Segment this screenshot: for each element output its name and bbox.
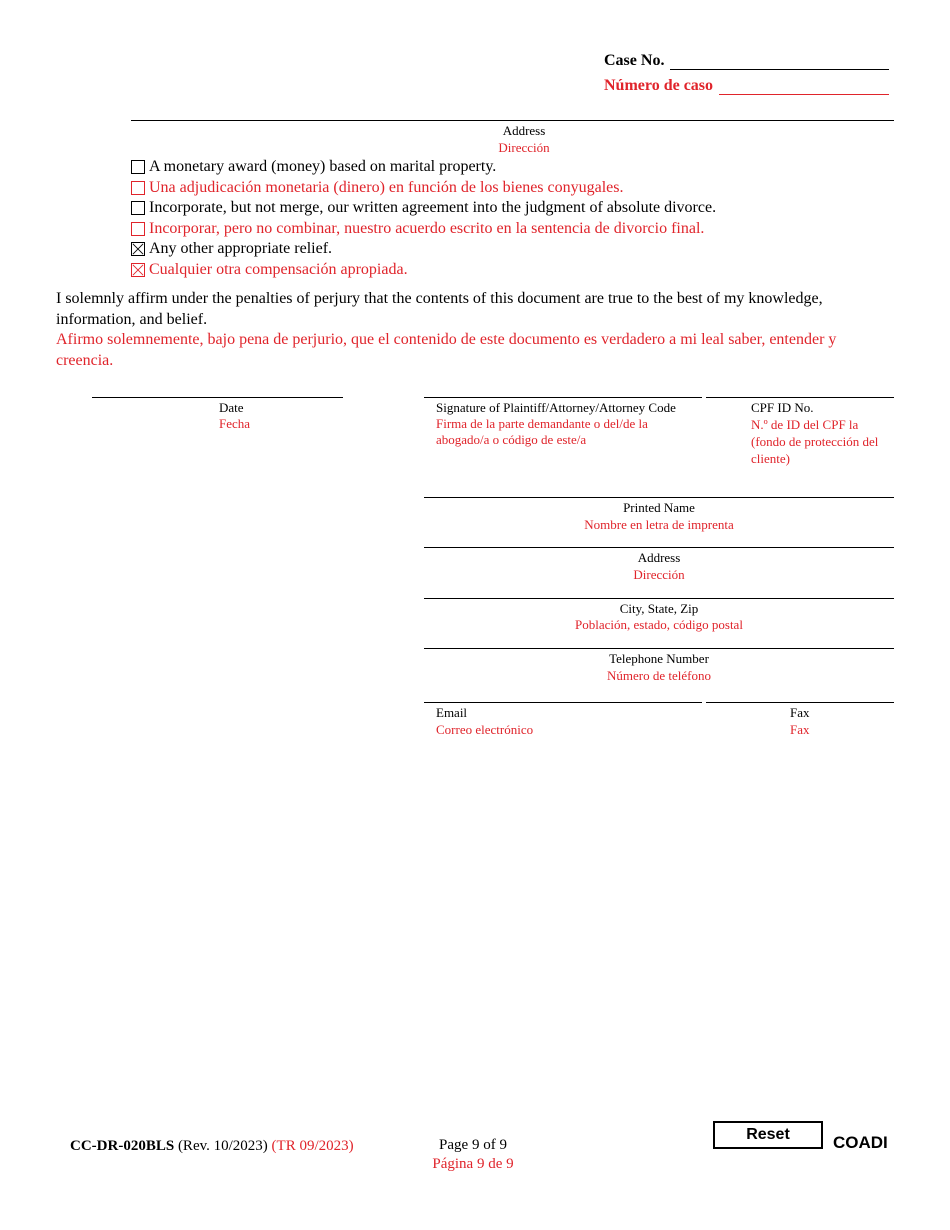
city-line[interactable] xyxy=(424,598,894,599)
fax-label: Fax xyxy=(790,705,810,720)
address-label: Address xyxy=(502,123,546,138)
page-number: Page 9 of 9 xyxy=(439,1137,507,1153)
check-x-icon xyxy=(132,264,144,276)
case-number-field-es[interactable] xyxy=(719,78,889,95)
option-monetary-award[interactable] xyxy=(131,157,496,177)
address-line[interactable] xyxy=(131,120,894,121)
option-text: Cualquier otra compensación apropiada. xyxy=(149,261,408,278)
case-number-field[interactable] xyxy=(670,53,889,70)
printed-name-label-es: Nombre en letra de imprenta xyxy=(584,517,734,532)
option-other-relief[interactable] xyxy=(131,239,332,259)
email-line[interactable] xyxy=(424,702,702,703)
telephone-label: Telephone Number xyxy=(609,651,709,666)
date-label: Date xyxy=(219,400,244,415)
email-label: Email xyxy=(436,705,468,720)
option-other-relief-es[interactable] xyxy=(131,260,408,280)
checkbox[interactable] xyxy=(131,201,145,215)
option-incorporate-agreement-es[interactable] xyxy=(131,219,704,239)
form-revision: (Rev. 10/2023) xyxy=(177,1138,268,1154)
telephone-line[interactable] xyxy=(424,648,894,649)
option-text: Incorporar, pero no combinar, nuestro acuerdo escrito en la sentencia de divorcio final. xyxy=(149,220,705,237)
option-text: Incorporate, but not merge, our written agreement into the judgment of absolute divorce. xyxy=(149,199,717,216)
case-number-label-es: Número de caso xyxy=(604,77,714,94)
option-text: A monetary award (money) based on marital property. xyxy=(149,158,497,175)
city-label-es: Población, estado, código postal xyxy=(575,617,743,632)
signature-label-es: Firma de la parte demandante o del/de la abogado/a o código de este/a xyxy=(436,416,648,447)
telephone-label-es: Número de teléfono xyxy=(607,668,711,683)
printed-name-label: Printed Name xyxy=(623,500,695,515)
city-label: City, State, Zip xyxy=(619,601,699,616)
signer-address-label-es: Dirección xyxy=(633,567,685,582)
address-label-es: Dirección xyxy=(498,140,550,155)
case-number-row xyxy=(604,52,889,70)
checkbox[interactable] xyxy=(131,181,145,195)
check-x-icon xyxy=(132,243,144,255)
date-label-es: Fecha xyxy=(219,416,251,431)
case-number-label: Case No. xyxy=(604,52,665,69)
signer-address-label: Address xyxy=(637,550,681,565)
date-line[interactable] xyxy=(92,397,343,398)
form-translation: (TR 09/2023) xyxy=(271,1138,354,1154)
cpf-label: CPF ID No. xyxy=(751,400,814,415)
fax-label-es: Fax xyxy=(790,722,810,737)
affirmation-text-es: Afirmo solemnemente, bajo pena de perjurio, que el contenido de este documento es verdadero a mi leal saber, entender y creencia. xyxy=(56,331,837,369)
option-incorporate-agreement[interactable] xyxy=(131,198,716,218)
page-number-es: Página 9 de 9 xyxy=(432,1156,514,1172)
reset-button[interactable]: Reset xyxy=(713,1121,823,1149)
signature-line[interactable] xyxy=(424,397,702,398)
brand-label: COADI xyxy=(833,1133,888,1152)
cpf-line[interactable] xyxy=(706,397,894,398)
signature-label: Signature of Plaintiff/Attorney/Attorney Code xyxy=(436,400,676,415)
checkbox-checked[interactable] xyxy=(131,242,145,256)
checkbox[interactable] xyxy=(131,160,145,174)
option-text: Any other appropriate relief. xyxy=(149,240,333,257)
form-code-line xyxy=(70,1138,354,1155)
affirmation-text: I solemnly affirm under the penalties of perjury that the contents of this document are true to the best of my knowledge, information, and belief. xyxy=(56,290,823,328)
email-label-es: Correo electrónico xyxy=(436,722,534,737)
cpf-label-es: N.º de ID del CPF la (fondo de protección del cliente) xyxy=(751,417,879,466)
checkbox[interactable] xyxy=(131,222,145,236)
form-code: CC-DR-020BLS xyxy=(70,1138,175,1154)
checkbox-checked[interactable] xyxy=(131,263,145,277)
signer-address-line[interactable] xyxy=(424,547,894,548)
option-monetary-award-es[interactable] xyxy=(131,178,624,198)
case-number-row-es xyxy=(604,77,889,95)
fax-line[interactable] xyxy=(706,702,894,703)
option-text: Una adjudicación monetaria (dinero) en función de los bienes conyugales. xyxy=(149,179,624,196)
printed-name-line[interactable] xyxy=(424,497,894,498)
